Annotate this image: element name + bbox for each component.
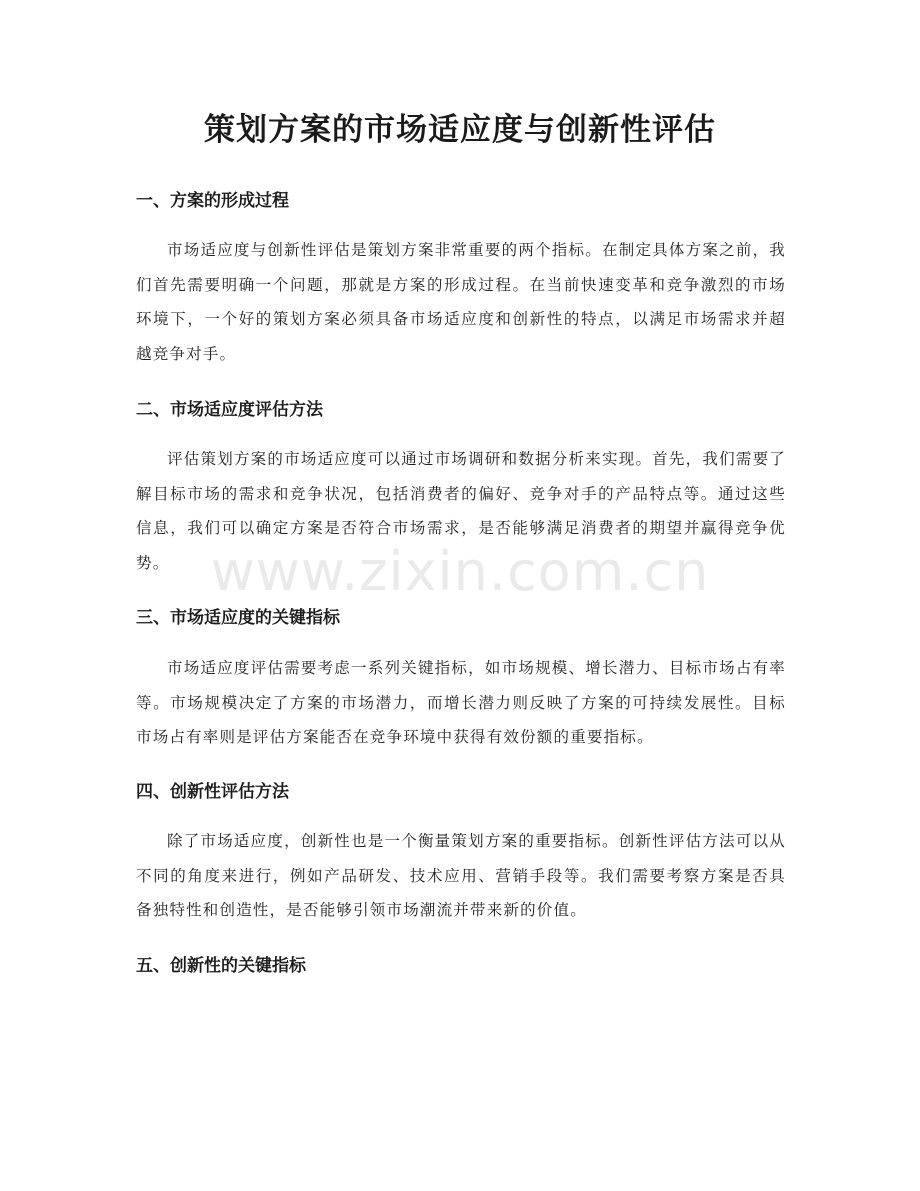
section-heading-5: 五、创新性的关键指标 [136, 956, 306, 976]
section-heading-3: 三、市场适应度的关键指标 [136, 608, 340, 628]
section-heading-1: 一、方案的形成过程 [136, 191, 289, 211]
watermark: www.zixin.com.cn [210, 540, 710, 603]
section-paragraph-2: 评估策划方案的市场适应度可以通过市场调研和数据分析来实现。首先，我们需要了解目标市场的需求和竞争状况，包括消费者的偏好、竞争对手的产品特点等。通过这些信息，我们可以确定方案是否符合市场需求，是否能够满足消费者的期望并赢得竞争优势。 [136, 450, 786, 572]
document-title: 策划方案的市场适应度与创新性评估 [204, 112, 716, 148]
section-heading-2: 二、市场适应度评估方法 [136, 400, 323, 420]
section-heading-4: 四、创新性评估方法 [136, 782, 289, 802]
section-paragraph-4: 除了市场适应度，创新性也是一个衡量策划方案的重要指标。创新性评估方法可以从不同的角度来进行，例如产品研发、技术应用、营销手段等。我们需要考察方案是否具备独特性和创造性，是否能够引领市场潮流并带来新的价值。 [136, 832, 786, 919]
section-paragraph-1: 市场适应度与创新性评估是策划方案非常重要的两个指标。在制定具体方案之前，我们首先需要明确一个问题，那就是方案的形成过程。在当前快速变革和竞争激烈的市场环境下，一个好的策划方案必须具备市场适应度和创新性的特点，以满足市场需求并超越竞争对手。 [136, 241, 786, 363]
section-paragraph-3: 市场适应度评估需要考虑一系列关键指标，如市场规模、增长潜力、目标市场占有率等。市场规模决定了方案的市场潜力，而增长潜力则反映了方案的可持续发展性。目标市场占有率则是评估方案能否在竞争环境中获得有效份额的重要指标。 [136, 659, 786, 746]
